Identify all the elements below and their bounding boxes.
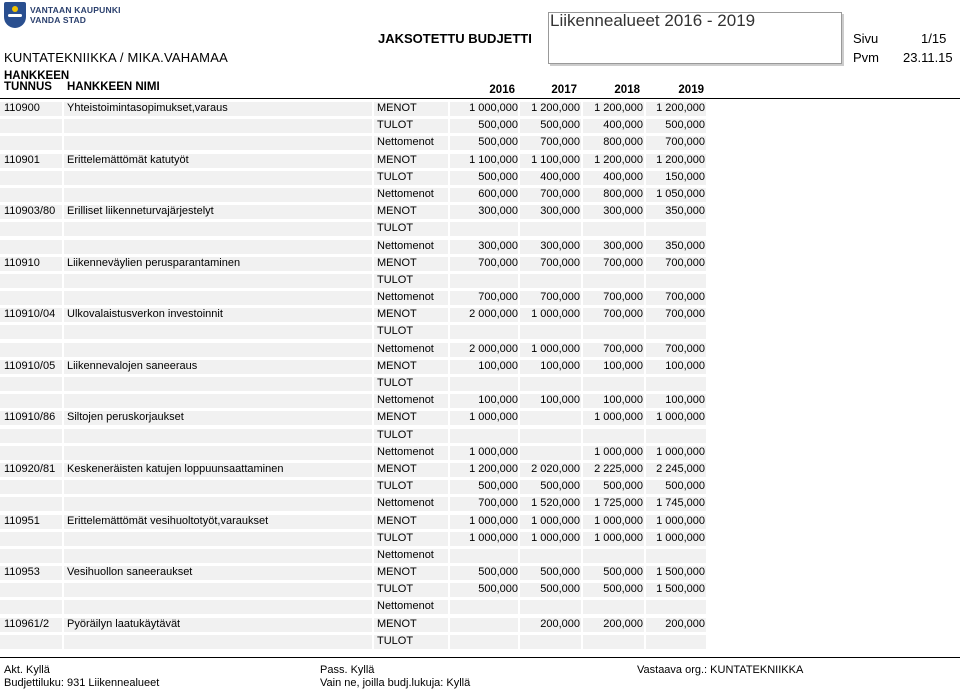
header-divider (0, 98, 960, 99)
row-band (0, 136, 62, 150)
value-cell-2019: 700,000 (665, 291, 705, 304)
project-name: Liikenneväylien perusparantaminen (67, 256, 241, 269)
row-band (0, 394, 62, 408)
project-code: 110910/04 (4, 308, 56, 321)
row-band (520, 549, 581, 563)
table-row (0, 564, 960, 581)
table-row (0, 117, 960, 134)
row-band (520, 429, 581, 443)
row-band (64, 532, 372, 546)
row-band (646, 635, 706, 649)
value-cell-2018: 1 725,000 (594, 497, 643, 510)
value-cell-2017: 500,000 (540, 480, 580, 493)
row-band (64, 343, 372, 357)
column-header-code-line1: HANKKEEN (4, 70, 70, 82)
row-type: TULOT (377, 325, 414, 338)
row-band (646, 325, 706, 339)
project-name: Vesihuollon saneeraukset (67, 566, 193, 579)
row-band (64, 171, 372, 185)
row-type: TULOT (377, 119, 414, 132)
project-code: 110910/05 (4, 359, 56, 372)
value-cell-2019: 700,000 (665, 308, 705, 321)
column-header-year-2018: 2018 (614, 84, 640, 96)
row-type: TULOT (377, 583, 414, 596)
table-row (0, 495, 960, 512)
value-cell-2019: 1 000,000 (656, 411, 705, 424)
row-band (64, 446, 372, 460)
value-cell-2016: 500,000 (478, 566, 518, 579)
value-cell-2017: 300,000 (540, 205, 580, 218)
value-cell-2018: 1 000,000 (594, 445, 643, 458)
value-cell-2019: 1 000,000 (656, 514, 705, 527)
table-row (0, 255, 960, 272)
budget-table (0, 100, 960, 650)
project-code: 110953 (4, 566, 40, 579)
value-cell-2019: 700,000 (665, 136, 705, 149)
row-band (520, 600, 581, 614)
row-type: MENOT (377, 205, 417, 218)
value-cell-2017: 1 000,000 (531, 514, 580, 527)
row-band (64, 394, 372, 408)
value-cell-2018: 700,000 (603, 342, 643, 355)
value-cell-2016: 300,000 (478, 239, 518, 252)
value-cell-2019: 350,000 (665, 239, 705, 252)
row-band (0, 291, 62, 305)
row-type: MENOT (377, 256, 417, 269)
value-cell-2019: 1 000,000 (656, 531, 705, 544)
row-band (583, 377, 644, 391)
row-band (64, 240, 372, 254)
value-cell-2019: 700,000 (665, 342, 705, 355)
city-crest-icon (4, 2, 26, 28)
value-cell-2018: 1 000,000 (594, 514, 643, 527)
table-row (0, 427, 960, 444)
table-row (0, 547, 960, 564)
row-type: MENOT (377, 514, 417, 527)
value-cell-2018: 500,000 (603, 480, 643, 493)
row-band (583, 325, 644, 339)
value-cell-2017: 100,000 (540, 359, 580, 372)
table-row (0, 461, 960, 478)
table-row (0, 134, 960, 151)
value-cell-2018: 500,000 (603, 566, 643, 579)
row-band (583, 549, 644, 563)
value-cell-2016: 1 000,000 (469, 102, 518, 114)
value-cell-2017: 200,000 (540, 617, 580, 630)
row-band (520, 635, 581, 649)
value-cell-2016: 1 000,000 (469, 514, 518, 527)
value-cell-2017: 2 020,000 (531, 462, 580, 475)
value-cell-2018: 800,000 (603, 136, 643, 149)
value-cell-2016: 500,000 (478, 119, 518, 132)
column-header-code-line2: TUNNUS (4, 81, 52, 93)
table-row (0, 100, 960, 117)
value-cell-2017: 1 000,000 (531, 531, 580, 544)
project-name: Siltojen peruskorjaukset (67, 411, 184, 424)
row-type: TULOT (377, 273, 414, 286)
value-cell-2016: 500,000 (478, 583, 518, 596)
row-band (64, 600, 372, 614)
value-cell-2018: 200,000 (603, 617, 643, 630)
footer-vastaava: Vastaava org.: KUNTATEKNIIKKA (637, 664, 804, 676)
row-band (64, 480, 372, 494)
row-type: Nettomenot (377, 136, 434, 149)
value-cell-2017: 100,000 (540, 394, 580, 407)
row-band (64, 222, 372, 236)
value-cell-2018: 700,000 (603, 308, 643, 321)
row-band (64, 188, 372, 202)
footer-budjettiluku: Budjettiluku: 931 Liikennealueet (4, 677, 160, 689)
column-header-year-2017: 2017 (551, 84, 577, 96)
value-cell-2018: 1 200,000 (594, 102, 643, 114)
project-name: Erilliset liikenneturvajärjestelyt (67, 205, 214, 218)
row-band (646, 600, 706, 614)
row-band (0, 274, 62, 288)
document-title: JAKSOTETTU BUDJETTI (378, 31, 532, 46)
vantaa-logo (4, 2, 121, 28)
row-band (64, 497, 372, 511)
value-cell-2017: 500,000 (540, 583, 580, 596)
row-band (64, 549, 372, 563)
project-code: 110951 (4, 514, 40, 527)
row-type: Nettomenot (377, 548, 434, 561)
row-type: Nettomenot (377, 291, 434, 304)
row-band (64, 635, 372, 649)
table-row (0, 409, 960, 426)
value-cell-2018: 400,000 (603, 170, 643, 183)
value-cell-2017: 1 100,000 (531, 153, 580, 166)
value-cell-2019: 200,000 (665, 617, 705, 630)
project-name: Pyöräilyn laatukäytävät (67, 617, 181, 630)
value-cell-2017: 1 200,000 (531, 102, 580, 114)
project-code: 110910/86 (4, 411, 56, 424)
row-type: TULOT (377, 634, 414, 647)
row-band (520, 411, 581, 425)
row-type: MENOT (377, 566, 417, 579)
table-row (0, 238, 960, 255)
value-cell-2019: 700,000 (665, 256, 705, 269)
table-row (0, 598, 960, 615)
row-type: MENOT (377, 411, 417, 424)
date-value: 23.11.15 (903, 50, 953, 65)
row-band (450, 222, 518, 236)
project-code: 110910 (4, 256, 40, 269)
row-band (0, 635, 62, 649)
value-cell-2019: 500,000 (665, 480, 705, 493)
row-type: Nettomenot (377, 600, 434, 613)
project-name: Liikennevalojen saneeraus (67, 359, 198, 372)
table-row (0, 272, 960, 289)
row-type: TULOT (377, 222, 414, 235)
row-type: TULOT (377, 480, 414, 493)
row-band (520, 446, 581, 460)
row-band (0, 429, 62, 443)
row-band (646, 274, 706, 288)
row-band (520, 325, 581, 339)
row-band (0, 240, 62, 254)
value-cell-2016: 700,000 (478, 497, 518, 510)
row-type: Nettomenot (377, 394, 434, 407)
row-type: MENOT (377, 308, 417, 321)
value-cell-2018: 2 225,000 (594, 462, 643, 475)
row-band (0, 188, 62, 202)
table-row (0, 306, 960, 323)
row-band (64, 377, 372, 391)
value-cell-2019: 500,000 (665, 119, 705, 132)
page-number: 1/15 (921, 31, 947, 46)
footer-divider (0, 657, 960, 658)
row-band (0, 325, 62, 339)
value-cell-2019: 1 200,000 (656, 102, 705, 114)
row-band (450, 325, 518, 339)
row-band (450, 429, 518, 443)
value-cell-2018: 300,000 (603, 239, 643, 252)
row-band (0, 480, 62, 494)
row-band (583, 635, 644, 649)
value-cell-2016: 700,000 (478, 256, 518, 269)
value-cell-2019: 350,000 (665, 205, 705, 218)
value-cell-2019: 1 000,000 (656, 445, 705, 458)
logo-line-1: VANTAAN KAUPUNKI (30, 5, 121, 15)
row-band (0, 119, 62, 133)
date-label: Pvm (853, 50, 879, 65)
row-band (64, 274, 372, 288)
value-cell-2017: 300,000 (540, 239, 580, 252)
row-band (583, 222, 644, 236)
row-band (646, 549, 706, 563)
value-cell-2019: 1 500,000 (656, 566, 705, 579)
row-band (0, 222, 62, 236)
value-cell-2017: 700,000 (540, 256, 580, 269)
value-cell-2019: 1 745,000 (656, 497, 705, 510)
report-title: Liikennealueet 2016 - 2019 (550, 11, 756, 30)
value-cell-2018: 1 000,000 (594, 411, 643, 424)
row-band (0, 600, 62, 614)
row-type: MENOT (377, 102, 417, 114)
project-name: Ulkovalaistusverkon investoinnit (67, 308, 223, 321)
row-band (0, 532, 62, 546)
value-cell-2016: 1 100,000 (469, 153, 518, 166)
value-cell-2017: 700,000 (540, 291, 580, 304)
table-row (0, 220, 960, 237)
table-row (0, 375, 960, 392)
row-type: Nettomenot (377, 342, 434, 355)
table-row (0, 186, 960, 203)
footer-akt: Akt. Kyllä (4, 664, 50, 676)
column-header-name: HANKKEEN NIMI (67, 81, 160, 93)
value-cell-2016: 1 000,000 (469, 445, 518, 458)
table-row (0, 444, 960, 461)
row-type: TULOT (377, 531, 414, 544)
row-band (583, 429, 644, 443)
row-band (0, 583, 62, 597)
column-header-year-2019: 2019 (678, 84, 704, 96)
project-code: 110961/2 (4, 617, 50, 630)
value-cell-2018: 100,000 (603, 359, 643, 372)
row-band (520, 274, 581, 288)
project-name: Erittelemättömät vesihuoltotyöt,varaukset (67, 514, 269, 527)
value-cell-2019: 1 500,000 (656, 583, 705, 596)
project-code: 110901 (4, 153, 40, 166)
table-row (0, 392, 960, 409)
project-name: Erittelemättömät katutyöt (67, 153, 189, 166)
row-band (450, 274, 518, 288)
value-cell-2016: 2 000,000 (469, 342, 518, 355)
value-cell-2016: 500,000 (478, 170, 518, 183)
value-cell-2017: 1 000,000 (531, 308, 580, 321)
row-type: TULOT (377, 170, 414, 183)
table-row (0, 633, 960, 650)
value-cell-2018: 1 000,000 (594, 531, 643, 544)
row-band (64, 136, 372, 150)
value-cell-2019: 100,000 (665, 394, 705, 407)
table-row (0, 478, 960, 495)
table-row (0, 341, 960, 358)
row-type: Nettomenot (377, 497, 434, 510)
row-type: MENOT (377, 617, 417, 630)
footer-vain: Vain ne, joilla budj.lukuja: Kyllä (320, 677, 471, 689)
row-band (450, 635, 518, 649)
department-label: KUNTATEKNIIKKA / MIKA.VAHAMAA (4, 50, 228, 65)
table-row (0, 358, 960, 375)
row-band (646, 429, 706, 443)
row-type: Nettomenot (377, 445, 434, 458)
table-row (0, 513, 960, 530)
row-band (520, 377, 581, 391)
project-code: 110900 (4, 102, 40, 114)
value-cell-2018: 800,000 (603, 187, 643, 200)
row-band (450, 549, 518, 563)
value-cell-2018: 1 200,000 (594, 153, 643, 166)
column-header-year-2016: 2016 (489, 84, 515, 96)
table-row (0, 289, 960, 306)
row-band (0, 377, 62, 391)
value-cell-2016: 300,000 (478, 205, 518, 218)
value-cell-2019: 1 200,000 (656, 153, 705, 166)
value-cell-2017: 400,000 (540, 170, 580, 183)
value-cell-2017: 700,000 (540, 136, 580, 149)
value-cell-2018: 300,000 (603, 205, 643, 218)
row-band (64, 291, 372, 305)
value-cell-2019: 2 245,000 (656, 462, 705, 475)
value-cell-2016: 600,000 (478, 187, 518, 200)
value-cell-2016: 1 000,000 (469, 411, 518, 424)
row-band (646, 222, 706, 236)
row-band (64, 429, 372, 443)
value-cell-2016: 2 000,000 (469, 308, 518, 321)
value-cell-2017: 500,000 (540, 566, 580, 579)
row-band (450, 618, 518, 632)
row-band (646, 377, 706, 391)
value-cell-2018: 100,000 (603, 394, 643, 407)
table-row (0, 323, 960, 340)
value-cell-2017: 1 520,000 (531, 497, 580, 510)
value-cell-2016: 100,000 (478, 359, 518, 372)
value-cell-2017: 500,000 (540, 119, 580, 132)
value-cell-2016: 1 200,000 (469, 462, 518, 475)
page-label: Sivu (853, 31, 879, 46)
value-cell-2019: 100,000 (665, 359, 705, 372)
row-band (64, 325, 372, 339)
value-cell-2016: 1 000,000 (469, 531, 518, 544)
row-band (64, 119, 372, 133)
row-type: MENOT (377, 153, 417, 166)
row-band (0, 171, 62, 185)
value-cell-2017: 1 000,000 (531, 342, 580, 355)
row-band (0, 549, 62, 563)
row-type: Nettomenot (377, 239, 434, 252)
value-cell-2018: 400,000 (603, 119, 643, 132)
footer-pass: Pass. Kyllä (320, 664, 375, 676)
row-band (450, 600, 518, 614)
value-cell-2018: 700,000 (603, 256, 643, 269)
row-band (0, 497, 62, 511)
value-cell-2018: 500,000 (603, 583, 643, 596)
row-band (64, 583, 372, 597)
row-band (450, 377, 518, 391)
value-cell-2019: 1 050,000 (656, 187, 705, 200)
value-cell-2016: 500,000 (478, 136, 518, 149)
row-band (520, 222, 581, 236)
value-cell-2016: 100,000 (478, 394, 518, 407)
row-type: MENOT (377, 462, 417, 475)
row-band (583, 274, 644, 288)
project-code: 110920/81 (4, 462, 56, 475)
value-cell-2017: 700,000 (540, 187, 580, 200)
table-row (0, 530, 960, 547)
project-name: Yhteistoimintasopimukset,varaus (67, 102, 228, 114)
row-band (0, 446, 62, 460)
row-type: TULOT (377, 377, 414, 389)
table-row (0, 169, 960, 186)
row-type: MENOT (377, 359, 417, 372)
value-cell-2018: 700,000 (603, 291, 643, 304)
project-name: Keskeneräisten katujen loppuunsaattaminen (67, 462, 284, 475)
row-type: Nettomenot (377, 187, 434, 200)
value-cell-2016: 700,000 (478, 291, 518, 304)
logo-line-2: VANDA STAD (30, 15, 87, 25)
table-row (0, 203, 960, 220)
row-band (0, 343, 62, 357)
value-cell-2019: 150,000 (665, 170, 705, 183)
project-code: 110903/80 (4, 205, 56, 218)
table-row (0, 616, 960, 633)
table-row (0, 152, 960, 169)
value-cell-2016: 500,000 (478, 480, 518, 493)
row-band (583, 600, 644, 614)
table-row (0, 581, 960, 598)
row-type: TULOT (377, 428, 414, 441)
